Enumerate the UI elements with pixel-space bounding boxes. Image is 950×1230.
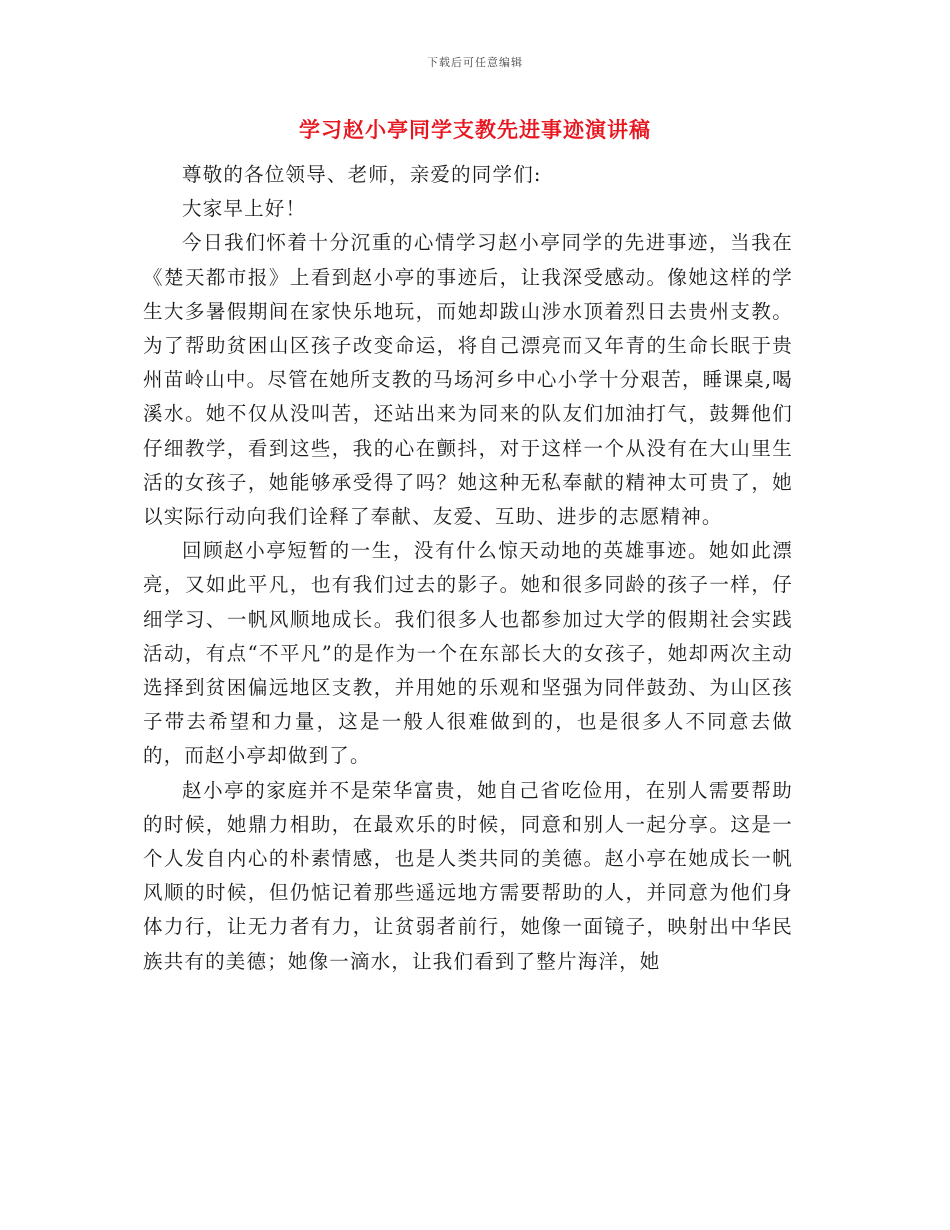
greeting-paragraph: 大家早上好！ — [182, 197, 307, 221]
body-paragraph-1: 今日我们怀着十分沉重的心情学习赵小亭同学的先进事迹，当我在《楚天都市报》上看到赵小亭的事迹后，让我深受感动。像她这样的学生大多暑假期间在家快乐地玩，而她却跋山涉水顶着烈日去贵州支教。为了帮助贫困山区孩子改变命运，将自己漂亮而又年青的生命长眠于贵州苗岭山中。尽管在她所支教的马场河乡中心小学十分艰苦，睡课桌,喝溪水。她不仅从没叫苦，还站出来为同来的队友们加油打气，鼓舞他们仔细教学，看到这些，我的心在颤抖，对于这样一个从没有在大山里生活的女孩子，她能够承受得了吗？她这种无私奉献的精神太可贵了，她以实际行动向我们诠释了奉献、友爱、互助、进步的志愿精神。 — [143, 231, 793, 529]
page-header: 下载后可任意编辑 — [427, 56, 523, 69]
document-title: 学习赵小亭同学支教先进事迹演讲稿 — [299, 117, 651, 142]
document-body — [143, 158, 793, 979]
body-paragraph-2: 回顾赵小亭短暂的一生，没有什么惊天动地的英雄事迹。她如此漂亮，又如此平凡，也有我们过去的影子。她和很多同龄的孩子一样，仔细学习、一帆风顺地成长。我们很多人也都参加过大学的假期社会实践活动，有点“不平凡”的是作为一个在东部长大的女孩子，她却两次主动选择到贫困偏远地区支教，并用她的乐观和坚强为同伴鼓劲、为山区孩子带去希望和力量，这是一般人很难做到的，也是很多人不同意去做的，而赵小亭却做到了。 — [143, 539, 793, 768]
salutation-paragraph: 尊敬的各位领导、老师，亲爱的同学们: — [182, 163, 542, 186]
body-paragraph-3: 赵小亭的家庭并不是荣华富贵，她自己省吃俭用，在别人需要帮助的时候，她鼎力相助，在最欢乐的时候，同意和别人一起分享。这是一个人发自内心的朴素情感，也是人类共同的美德。赵小亭在她成长一帆风顺的时候，但仍惦记着那些遥远地方需要帮助的人，并同意为他们身体力行，让无力者有力，让贫弱者前行，她像一面镜子，映射出中华民族共有的美德；她像一滴水，让我们看到了整片海洋，她 — [143, 778, 793, 973]
